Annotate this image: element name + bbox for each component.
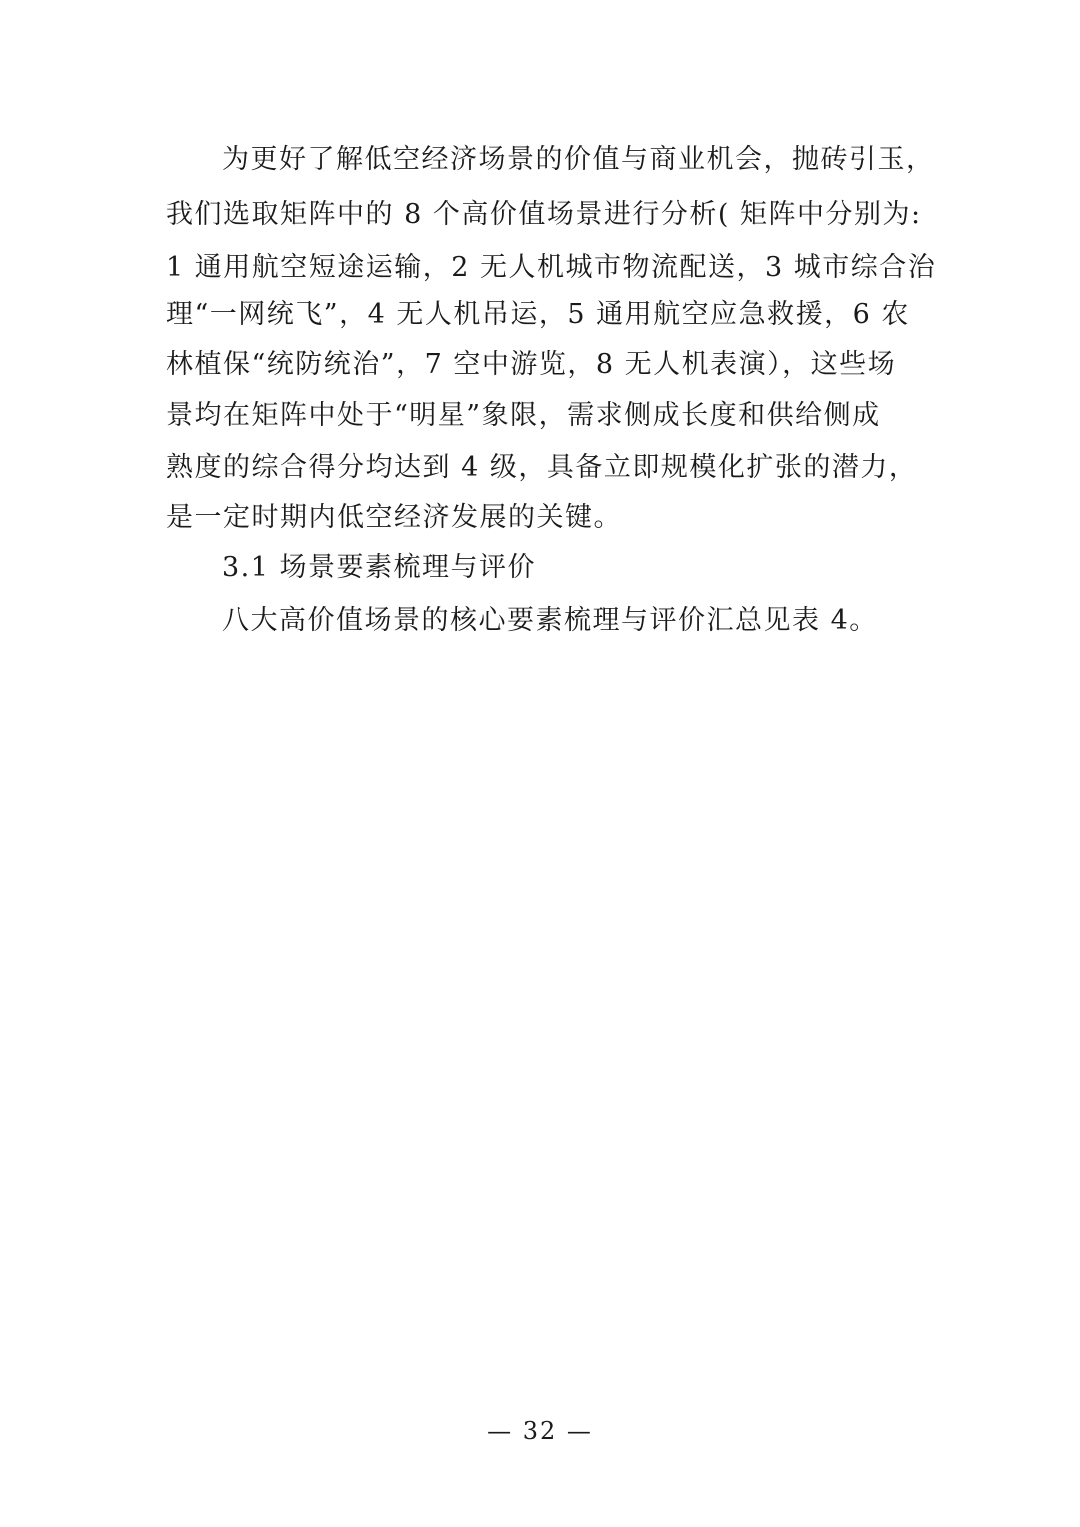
paragraph-line: 1 通用航空短途运输，2 无人机城市物流配送，3 城市综合治 <box>166 252 937 283</box>
paragraph-line: 熟度的综合得分均达到 4 级，具备立即规模化扩张的潜力， <box>166 452 918 483</box>
paragraph-text: 八大高价值场景的核心要素梳理与评价汇总见表 4。 <box>222 605 878 636</box>
page-number: — 32 — <box>487 1417 593 1445</box>
paragraph-line: 我们选取矩阵中的 8 个高价值场景进行分析( 矩阵中分别为: <box>166 199 922 230</box>
paragraph-line: 为更好了解低空经济场景的价值与商业机会，抛砖引玉， <box>222 144 935 175</box>
section-heading: 3.1 场景要素梳理与评价 <box>222 552 537 583</box>
paragraph-line: 景均在矩阵中处于“明星”象限，需求侧成长度和供给侧成 <box>166 400 881 431</box>
paragraph-line: 是一定时期内低空经济发展的关键。 <box>166 502 622 533</box>
paragraph-line: 理“一网统飞”，4 无人机吊运，5 通用航空应急救援，6 农 <box>166 299 910 330</box>
paragraph-line: 林植保“统防统治”，7 空中游览，8 无人机表演），这些场 <box>166 349 897 380</box>
